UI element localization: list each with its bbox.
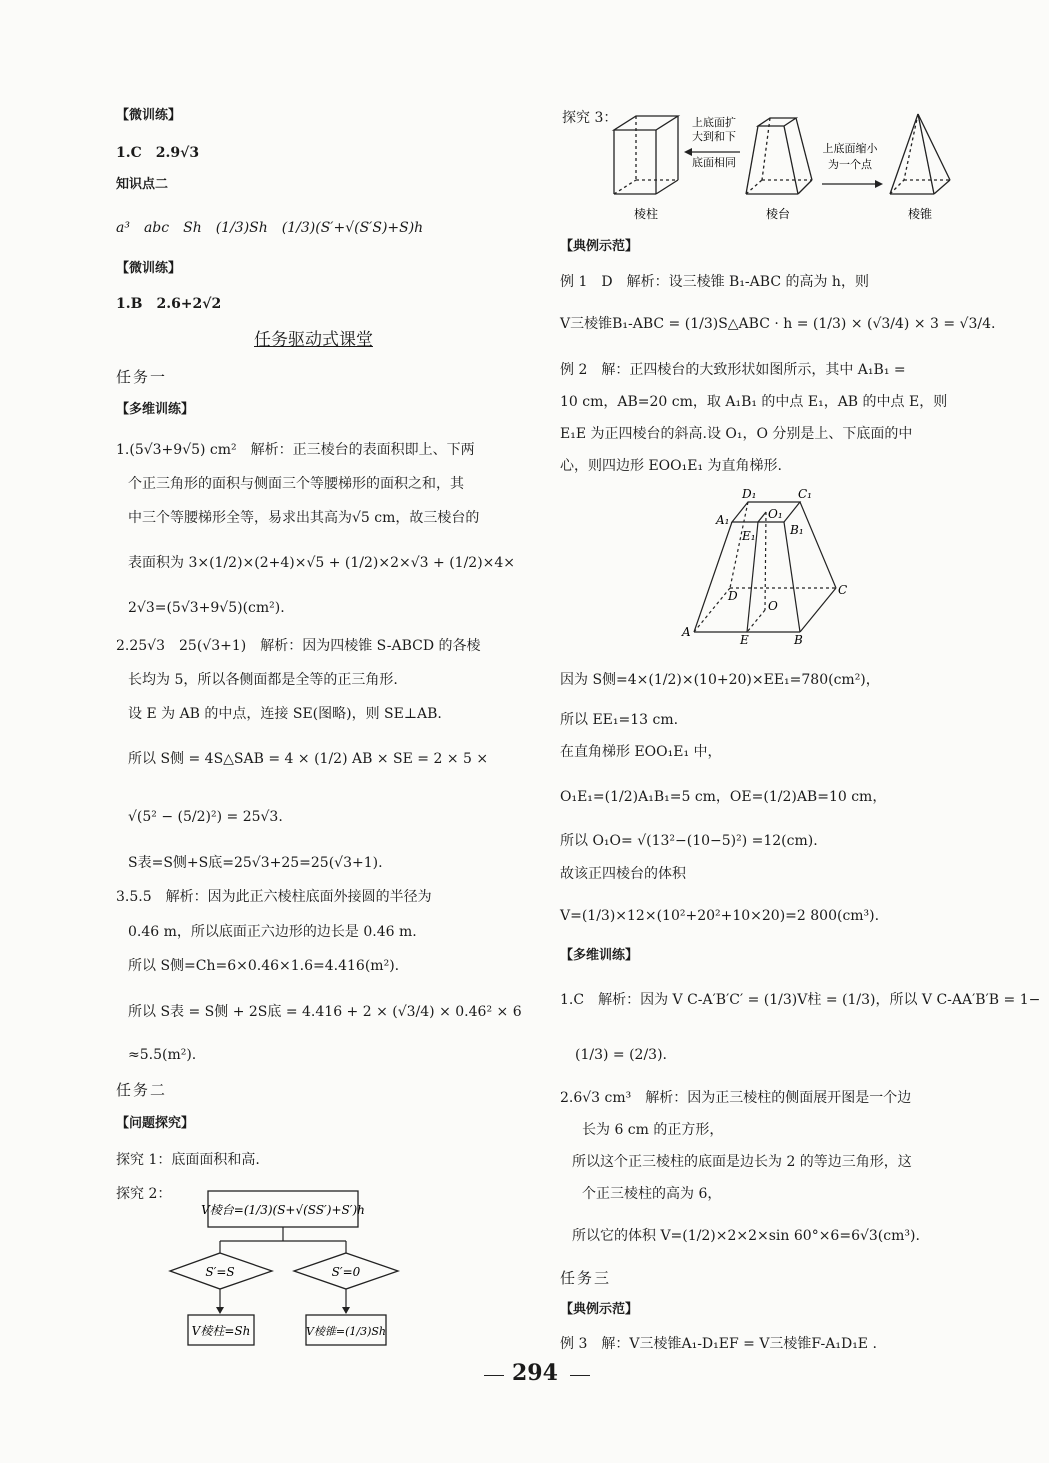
text-line: S表=S侧+S底=25√3+25=25(√3+1). [128, 855, 383, 871]
section-header-wei-xun-lian: 【微训练】 [116, 108, 182, 123]
flow-top-text: V棱台=(1/3)(S+√(SS′)+S′)h [201, 1203, 365, 1217]
arrow-left-label: 底面相同 [692, 156, 736, 169]
text-line: 表面积为 3×(1/2)×(2+4)×√5 + (1/2)×2×√3 + (1/2)×4× [128, 555, 516, 571]
pyramid-drawing [890, 114, 950, 194]
formula-line: a³ abc Sh (1/3)Sh (1/3)(S′+√(S′S)+S)h [116, 220, 424, 236]
text-line: 探究 2： [116, 1186, 172, 1202]
text-line: V=(1/3)×12×(10²+20²+10×20)=2 800(cm³). [560, 908, 880, 924]
text-line: 中三个等腰梯形全等，易求出其高为√5 cm，故三棱台的 [128, 510, 480, 526]
text-line: 所以这个正三棱柱的底面是边长为 2 的等边三角形，这 [572, 1154, 912, 1170]
arrow-left-label: 上底面扩 [692, 116, 736, 129]
text-line: 例 1 D 解析：设三棱锥 B₁-ABC 的高为 h，则 [560, 274, 869, 290]
text-line: 个正三角形的面积与侧面三个等腰梯形的面积之和，其 [128, 476, 464, 492]
text-line: 心，则四边形 EOO₁E₁ 为直角梯形. [560, 458, 782, 474]
text-line: O₁E₁=(1/2)A₁B₁=5 cm，OE=(1/2)AB=10 cm， [560, 789, 887, 805]
text-line: 个正三棱柱的高为 6， [582, 1186, 722, 1202]
point-label: E [740, 633, 749, 647]
flow-cond-right: S′=0 [331, 1265, 361, 1279]
frustum-geometry-figure [680, 482, 860, 652]
text-line: 长为 6 cm 的正方形， [582, 1122, 724, 1138]
text-line: 1.(5√3+9√5) cm² 解析：正三棱台的表面积即上、下两 [116, 442, 475, 458]
point-label: B₁ [790, 523, 804, 537]
text-line: 所以 EE₁=13 cm. [560, 712, 679, 728]
prism-drawing [614, 116, 678, 194]
flow-cond-left: S′=S [205, 1265, 235, 1279]
text-line: 所以 O₁O= √(13²−(10−5)²) =12(cm). [560, 833, 818, 849]
flow-res-right: V棱锥=(1/3)Sh [305, 1325, 387, 1338]
page-number-rule-left [484, 1375, 504, 1376]
point-label: E₁ [742, 529, 756, 543]
section-header-duo-wei: 【多维训练】 [116, 402, 195, 417]
point-label: D [728, 589, 738, 603]
text-line: 2√3=(5√3+9√5)(cm²). [128, 600, 285, 616]
text-line: 3.5.5 解析：因为此正六棱柱底面外接圆的半径为 [116, 889, 432, 905]
section-header-knowledge-2: 知识点二 [116, 177, 169, 192]
point-label: A [682, 625, 691, 639]
arrow-right-label: 上底面缩小 [822, 142, 878, 155]
text-line: 1.C 解析：因为 V C-A′B′C′ = (1/3)V柱 = (1/3)，所以 V C-AA′B′B = 1− [560, 992, 1041, 1008]
text-line: 所以 S侧=Ch=6×0.46×1.6=4.416(m²). [128, 958, 400, 974]
flowchart [160, 1185, 420, 1355]
answer-line: 1.C 2.9√3 [116, 145, 200, 161]
text-line: 所以 S表 = S侧 + 2S底 = 4.416 + 2 × (√3/4) × 0.46² × 6 [128, 1004, 522, 1020]
text-line: 例 2 解：正四棱台的大致形状如图所示，其中 A₁B₁ = [560, 362, 906, 378]
text-line: 探究 1：底面面积和高. [116, 1152, 260, 1168]
text-line: V三棱锥B₁-ABC = (1/3)S△ABC · h = (1/3) × (√3/4) × 3 = √3/4. [560, 316, 996, 332]
shape-label-pyramid: 棱锥 [907, 207, 933, 221]
text-line: 2.6√3 cm³ 解析：因为正三棱柱的侧面展开图是一个边 [560, 1090, 912, 1106]
solids-figure [600, 108, 965, 228]
point-label: D₁ [742, 487, 757, 501]
text-line: 长均为 5，所以各侧面都是全等的正三角形. [128, 672, 398, 688]
text-line: 所以它的体积 V=(1/2)×2×2×sin 60°×6=6√3(cm³). [572, 1228, 920, 1244]
section-header-duo-wei: 【多维训练】 [560, 948, 639, 963]
page-title: 任务驱动式课堂 [254, 330, 373, 350]
text-line: 0.46 m，所以底面正六边形的边长是 0.46 m. [128, 924, 417, 940]
section-header-wei-xun-lian: 【微训练】 [116, 261, 182, 276]
section-header-dian-li: 【典例示范】 [560, 1302, 639, 1317]
text-line: (1/3) = (2/3). [575, 1047, 667, 1063]
frustum-drawing [746, 118, 812, 194]
text-line: 例 3 解：V三棱锥A₁-D₁EF = V三棱锥F-A₁D₁E . [560, 1336, 877, 1352]
text-line: 所以 S侧 = 4S△SAB = 4 × (1/2) AB × SE = 2 × 5 × [128, 751, 489, 767]
shape-label-prism: 棱柱 [633, 207, 659, 221]
answer-line: 1.B 2.6+2√2 [116, 296, 222, 312]
point-label: O₁ [768, 507, 783, 521]
text-line: 10 cm，AB=20 cm，取 A₁B₁ 的中点 E₁，AB 的中点 E，则 [560, 394, 948, 410]
text-line: 在直角梯形 EOO₁E₁ 中， [560, 744, 722, 760]
task-heading: 任务二 [116, 1081, 168, 1099]
text-line: 因为 S侧=4×(1/2)×(10+20)×EE₁=780(cm²)， [560, 672, 880, 688]
point-label: A₁ [716, 513, 730, 527]
arrow-left-label: 大到和下 [692, 130, 736, 143]
task-heading: 任务三 [560, 1269, 612, 1287]
flow-res-left: V棱柱=Sh [191, 1324, 251, 1338]
text-line: 设 E 为 AB 的中点，连接 SE(图略)，则 SE⊥AB. [128, 706, 442, 722]
point-label: B [794, 633, 803, 647]
text-line: 故该正四棱台的体积 [560, 866, 686, 882]
arrow-right-label: 为一个点 [828, 158, 872, 171]
text-line: E₁E 为正四棱台的斜高.设 O₁，O 分别是上、下底面的中 [560, 426, 913, 442]
text-line: 探究 3： [562, 110, 618, 126]
task-heading: 任务一 [116, 368, 168, 386]
point-label: O [768, 599, 778, 613]
shape-label-frustum: 棱台 [765, 207, 791, 221]
point-label: C [838, 583, 848, 597]
text-line: 2.25√3 25(√3+1) 解析：因为四棱锥 S-ABCD 的各棱 [116, 638, 481, 654]
text-line: ≈5.5(m²). [128, 1047, 197, 1063]
point-label: C₁ [798, 487, 812, 501]
page-number: 294 [512, 1360, 558, 1386]
page-number-rule-right [570, 1375, 590, 1376]
section-header-wen-ti: 【问题探究】 [116, 1116, 195, 1131]
text-line: √(5² − (5/2)²) = 25√3. [128, 809, 283, 825]
section-header-dian-li: 【典例示范】 [560, 239, 639, 254]
